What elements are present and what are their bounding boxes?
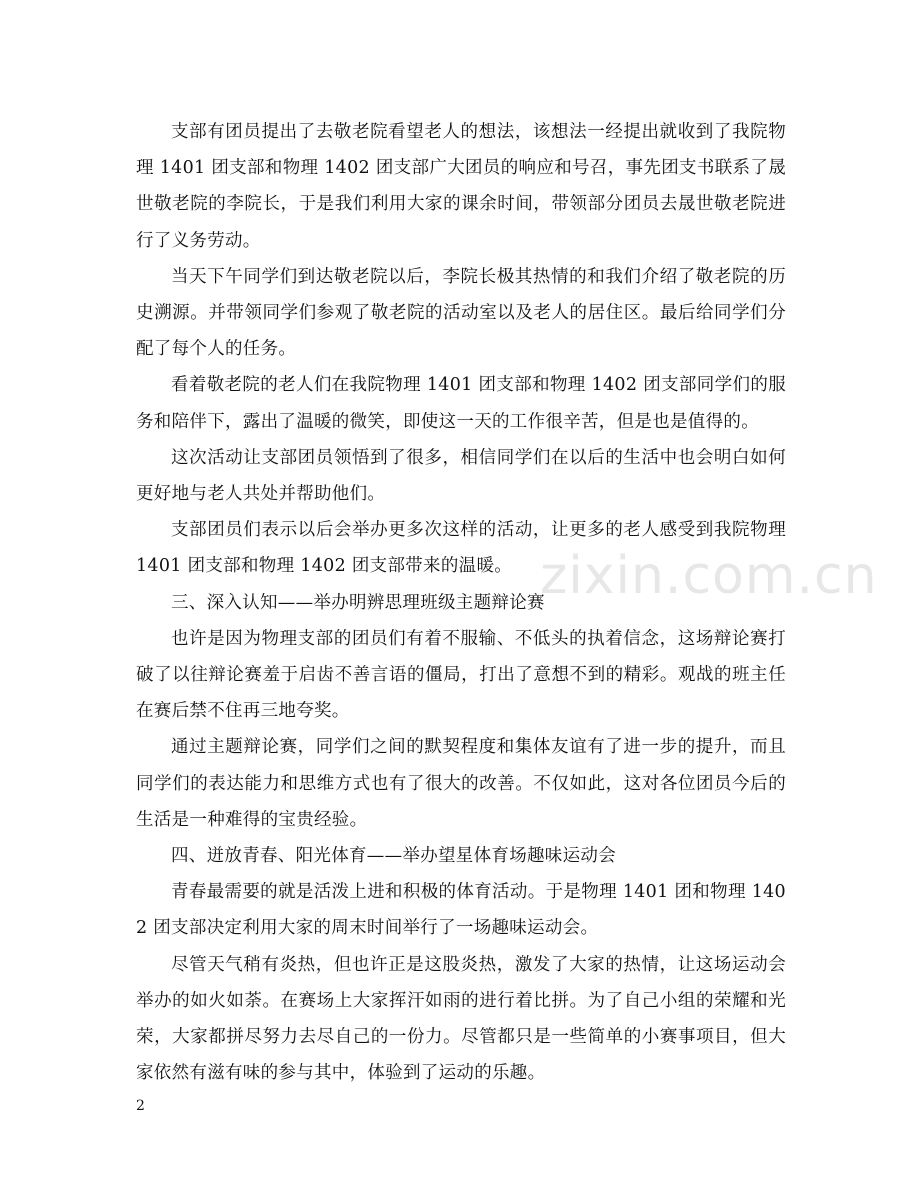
paragraph-sports-event: 尽管天气稍有炎热，但也许正是这股炎热，激发了大家的热情，让这场运动会举办的如火如荼。在赛场上大家挥汗如雨的进行着比拼。为了自己小组的荣耀和光荣，大家都拼尽努力去尽自己的一份力。尽管都只是一些简单的小赛事项目，但大家依然有滋有味的参与其中，体验到了运动的乐趣。 (136, 954, 786, 1084)
document-body (136, 114, 786, 1091)
paragraph-future-activities: 支部团员们表示以后会举办更多次这样的活动，让更多的老人感受到我院物理 1401 团支部和物理 1402 团支部带来的温暖。 (136, 520, 786, 577)
page-number: 2 (136, 1098, 145, 1114)
paragraph-sports-plan: 青春最需要的就是活泼上进和积极的体育活动。于是物理 1401 团和物理 1402 团支部决定利用大家的周末时间举行了一场趣味运动会。 (136, 882, 786, 939)
paragraph-arrival: 当天下午同学们到达敬老院以后，李院长极其热情的和我们介绍了敬老院的历史溯源。并带领同学们参观了敬老院的活动室以及老人的居住区。最后给同学们分配了每个人的任务。 (136, 266, 786, 360)
paragraph-reflection: 这次活动让支部团员领悟到了很多，相信同学们在以后的生活中也会明白如何更好地与老人共处并帮助他们。 (136, 447, 786, 505)
paragraph-service: 看着敬老院的老人们在我院物理 1401 团支部和物理 1402 团支部同学们的服务和陪伴下，露出了温暖的微笑，即使这一天的工作很辛苦，但是也是值得的。 (136, 375, 786, 432)
paragraph-visit-proposal: 支部有团员提出了去敬老院看望老人的想法，该想法一经提出就收到了我院物理 1401 团支部和物理 1402 团支部广大团员的响应和号召，事先团支书联系了晟世敬老院的李院长，于是我们利用大家的课余时间，带领部分团员去晟世敬老院进行了义务劳动。 (136, 122, 786, 251)
section-heading-sports: 四、迸放青春、阳光体育——举办望星体育场趣味运动会 (171, 846, 616, 867)
section-heading-debate: 三、深入认知——举办明辨思理班级主题辩论赛 (171, 592, 545, 613)
paragraph-debate-outcome: 通过主题辩论赛，同学们之间的默契程度和集体友谊有了进一步的提升，而且同学们的表达能力和思维方式也有了很大的改善。不仅如此，这对各位团员今后的生活是一种难得的宝贵经验。 (136, 737, 786, 830)
paragraph-debate-spirit: 也许是因为物理支部的团员们有着不服输、不低头的执着信念，这场辩论赛打破了以往辩论赛羞于启齿不善言语的僵局，打出了意想不到的精彩。观战的班主任在赛后禁不住再三地夸奖。 (136, 628, 786, 722)
watermark: zixin.com.cn (540, 546, 878, 606)
